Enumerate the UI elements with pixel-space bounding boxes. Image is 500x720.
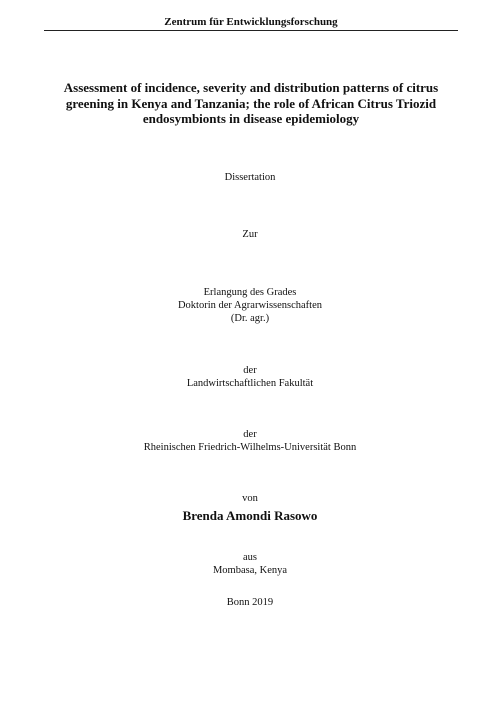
university-name: Rheinischen Friedrich-Wilhelms-Universität Bonn [143,442,357,453]
faculty-der: der [243,365,257,376]
title-line: Assessment of incidence, severity and distribution patterns of citrus [63,80,439,95]
degree-abbrev: (Dr. agr.) [230,313,270,324]
header-divider [44,30,458,31]
university-der: der [243,429,257,440]
faculty-name: Landwirtschaftlichen Fakultät [186,378,314,389]
title-line: greening in Kenya and Tanzania; the role of African Citrus Triozid [65,95,437,111]
place-date: Bonn 2019 [226,597,274,608]
dissertation-title [50,80,452,127]
document-type: Dissertation [224,172,276,183]
zur-text: Zur [242,229,258,240]
degree-line-1: Erlangung des Grades [203,287,297,298]
author-name: Brenda Amondi Rasowo [182,508,318,523]
institute-header: Zentrum für Entwicklungsforschung [164,16,338,28]
author-von: von [242,493,258,504]
degree-line-2: Doktorin der Agrarwissenschaften [177,300,323,311]
origin-place: Mombasa, Kenya [212,565,288,576]
title-line: endosymbionts in disease epidemiology [142,111,360,126]
origin-aus: aus [243,552,257,563]
